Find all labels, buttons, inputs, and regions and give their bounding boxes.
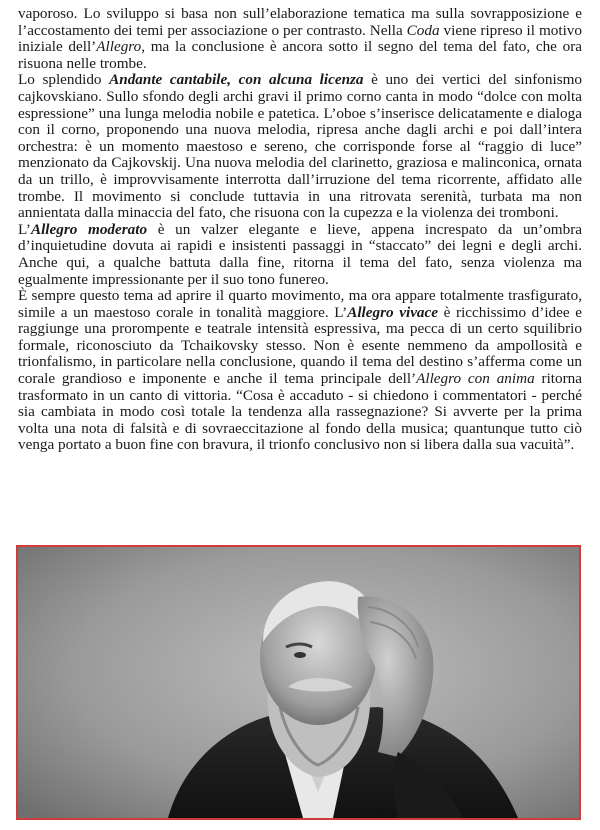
text-run: Coda — [406, 21, 440, 39]
text-run: Allegro con anima — [416, 370, 535, 388]
portrait-photo — [16, 545, 581, 820]
text-run: Allegro vivace — [347, 303, 439, 321]
text-run: è uno dei vertici del sinfonismo cajkovskiano. Sullo sfondo degli archi gravi il primo corno canta in modo “dolce con molta espressione” una lunga melodia nobile e patetica. L’oboe s’inserisce delicatamente e dialoga con il corno, proponendo una nuova melodia, ripresa anche dagli archi e poi dall’intera orchestra: è un momento maestoso e sereno, che corrisponde forse al “raggio di luce” menzionato da Cajkovskij. Una nuova melodia del clarinetto, graziosa e malinconica, ornata da un trillo, è improvvisamente interrotta dall’irruzione del tema ricorrente, affidato alle trombe. Il movimento si conclude tuttavia in una ritrovata serenità, turbata ma non annientata dalla minaccia del fato, che risuona con la cupezza e la violenza dei tromboni. — [18, 71, 583, 222]
text-run: è ricchissimo d’idee e raggiunge una prorompente e teatrale intensità espressiva, ma pecca di un certo squilibrio formale, riconosciuto da Tchaikovsky stesso. Non è esente nemmeno da ampollosità e trionfalismo, in particolare nella conclusione, quando il tema del destino s’afferma come un corale grandioso e imponente e anche il tema principale dell’ — [18, 303, 582, 388]
text-run: Allegro moderato — [30, 220, 148, 238]
text-run: , ma la conclusione è ancora sotto il segno del tema del fato, che ora risuona nelle trombe. — [18, 38, 582, 72]
paragraph-1 — [18, 6, 582, 72]
text-run: Lo splendido — [18, 71, 110, 89]
text-run: viene ripreso il motivo iniziale dell’ — [18, 21, 582, 56]
text-run: Allegro — [96, 38, 142, 56]
text-run: è un valzer elegante e lieve, appena increspato da un’ombra d’inquietudine dovuta ai rapidi e insistenti passaggi in “staccato” dei legni e degli archi. Anche qui, a qualche battuta dalla fine, ritorna il tema del fato, senza violenza ma egualmente impressionante per il suo tono funereo. — [18, 220, 583, 288]
text-run: È sempre questo tema ad aprire il quarto movimento, ma ora appare totalmente trasfigurato, simile a un maestoso corale in tonalità maggiore. L’ — [18, 287, 582, 321]
paragraph-4 — [18, 288, 582, 454]
text-run: vaporoso. Lo sviluppo si basa non sull’elaborazione tematica ma sulla sovrapposizione e l’accostamento dei temi per associazione o per contrasto. Nella — [18, 5, 582, 39]
text-run: L’ — [18, 220, 31, 238]
text-run: Andante cantabile, con alcuna licenza — [109, 71, 364, 89]
paragraph-3 — [18, 222, 582, 288]
article-text — [18, 6, 582, 454]
portrait-illustration — [18, 547, 579, 818]
paragraph-2 — [18, 72, 582, 221]
text-run: ritorna trasformato in un canto di vittoria. “Cosa è accaduto - si chiedono i commentatori - perché sia cambiata in modo così totale la tendenza alla rassegnazione? Si avverte per la prima volta una nota di falsità e di sovraeccitazione al fondo della musica; quantunque tutto ciò venga portato a buon fine con bravura, il trionfo conclusivo non si libera dalla sua vacuità”. — [18, 370, 582, 454]
